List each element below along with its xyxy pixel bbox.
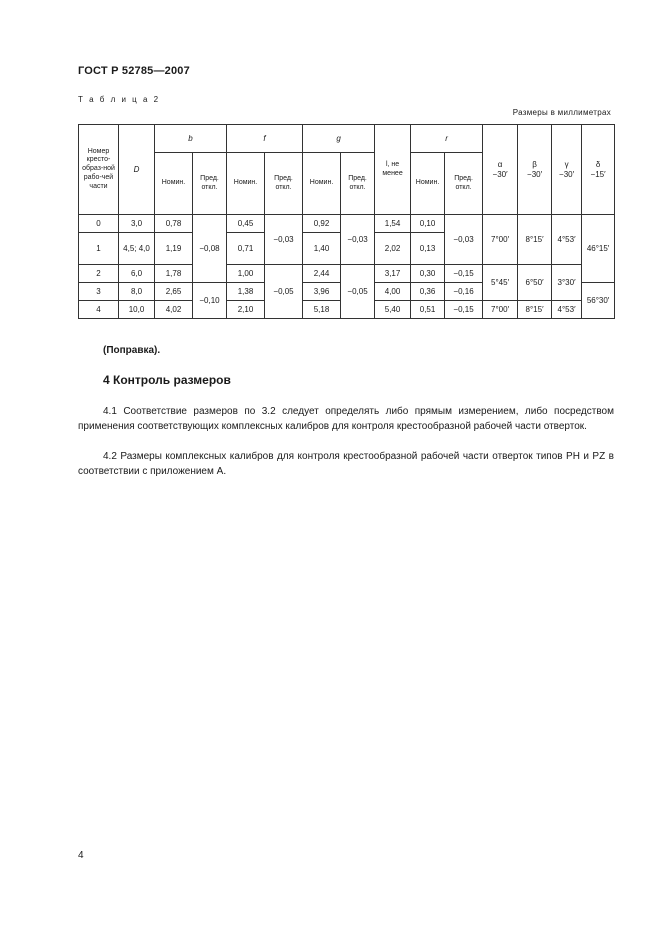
units-note: Размеры в миллиметрах	[512, 108, 611, 117]
header-f: f	[227, 125, 303, 153]
cell-alpha: 7°00′	[483, 301, 518, 319]
header-r-pred: Пред. откл.	[445, 153, 483, 215]
cell-num: 3	[79, 283, 119, 301]
cell-r: 0,51	[411, 301, 445, 319]
cell-num: 0	[79, 215, 119, 233]
cell-gamma: 4°53′	[552, 301, 582, 319]
header-b-pred: Пред. откл.	[193, 153, 227, 215]
header-delta	[582, 125, 615, 215]
cell-g: 5,18	[303, 301, 341, 319]
header-r: r	[411, 125, 483, 153]
doc-code: ГОСТ Р 52785—2007	[78, 65, 190, 77]
cell-b: 1,78	[155, 265, 193, 283]
header-alpha	[483, 125, 518, 215]
header-g: g	[303, 125, 375, 153]
cell-r: 0,36	[411, 283, 445, 301]
cell-num: 1	[79, 233, 119, 265]
cell-alpha: 7°00′	[483, 215, 518, 265]
header-r-nomin: Номин.	[411, 153, 445, 215]
header-d: D	[119, 125, 155, 215]
gamma-symbol: γ	[564, 159, 569, 169]
cell-l: 1,54	[375, 215, 411, 233]
cell-delta: 56°30′	[582, 283, 615, 319]
cell-b-tol: −0,10	[193, 283, 227, 319]
cell-l: 5,40	[375, 301, 411, 319]
cell-g-tol: −0,05	[341, 265, 375, 319]
section-heading: 4 Контроль размеров	[103, 373, 231, 387]
paragraph-4-1: 4.1 Соответствие размеров по 3.2 следует определять либо прямым измерением, либо посредством применения соответствующих комплексных калибров для контроля крестообразной рабочей части отверток.	[78, 406, 614, 432]
delta-symbol: δ	[595, 159, 601, 169]
cell-g: 2,44	[303, 265, 341, 283]
table-row	[79, 265, 615, 283]
cell-r-tol: −0,15	[445, 265, 483, 283]
cell-r-tol: −0,15	[445, 301, 483, 319]
header-f-pred: Пред. откл.	[265, 153, 303, 215]
gamma-tolerance: −30′	[559, 169, 575, 179]
cell-l: 2,02	[375, 233, 411, 265]
beta-symbol: β	[532, 159, 537, 169]
header-g-pred: Пред. откл.	[341, 153, 375, 215]
cell-d: 6,0	[119, 265, 155, 283]
cell-num: 4	[79, 301, 119, 319]
cell-l: 3,17	[375, 265, 411, 283]
cell-beta: 6°50′	[518, 265, 552, 301]
cell-f: 1,00	[227, 265, 265, 283]
header-gamma	[552, 125, 582, 215]
alpha-tolerance: −30′	[492, 169, 508, 179]
cell-f: 0,45	[227, 215, 265, 233]
cell-g-tol: −0,03	[341, 215, 375, 265]
cell-f-tol: −0,03	[265, 215, 303, 265]
table-caption: Т а б л и ц а 2	[78, 95, 161, 104]
cell-r-tol: −0,03	[445, 215, 483, 265]
cell-b: 0,78	[155, 215, 193, 233]
header-b: b	[155, 125, 227, 153]
cell-r-tol: −0,16	[445, 283, 483, 301]
cell-beta: 8°15′	[518, 215, 552, 265]
header-g-nomin: Номин.	[303, 153, 341, 215]
cell-beta: 8°15′	[518, 301, 552, 319]
page-number: 4	[78, 850, 84, 861]
cell-f: 1,38	[227, 283, 265, 301]
cell-r: 0,10	[411, 215, 445, 233]
cell-b: 1,19	[155, 233, 193, 265]
cell-f: 2,10	[227, 301, 265, 319]
cell-g: 3,96	[303, 283, 341, 301]
header-beta	[518, 125, 552, 215]
dimensions-table	[78, 124, 615, 319]
cell-d: 4,5; 4,0	[119, 233, 155, 265]
cell-d: 10,0	[119, 301, 155, 319]
cell-alpha: 5°45′	[483, 265, 518, 301]
table-row	[79, 215, 615, 233]
cell-b: 2,65	[155, 283, 193, 301]
cell-delta: 46°15′	[582, 215, 615, 283]
header-b-nomin: Номин.	[155, 153, 193, 215]
paragraph-4-2: 4.2 Размеры комплексных калибров для контроля крестообразной рабочей части отверток типов PH и PZ в соответствии с приложением А.	[78, 451, 614, 477]
beta-tolerance: −30′	[527, 169, 543, 179]
delta-tolerance: −15′	[590, 169, 606, 179]
header-l: l, не менее	[375, 125, 411, 215]
cell-r: 0,30	[411, 265, 445, 283]
cell-g: 0,92	[303, 215, 341, 233]
header-number: Номер кресто-образ-ной рабо-чей части	[79, 125, 119, 215]
cell-d: 8,0	[119, 283, 155, 301]
cell-g: 1,40	[303, 233, 341, 265]
cell-b: 4,02	[155, 301, 193, 319]
cell-b-tol: −0,08	[193, 215, 227, 283]
cell-num: 2	[79, 265, 119, 283]
cell-d: 3,0	[119, 215, 155, 233]
cell-f: 0,71	[227, 233, 265, 265]
cell-gamma: 4°53′	[552, 215, 582, 265]
header-f-nomin: Номин.	[227, 153, 265, 215]
cell-r: 0,13	[411, 233, 445, 265]
cell-gamma: 3°30′	[552, 265, 582, 301]
cell-f-tol: −0,05	[265, 265, 303, 319]
amendment-note: (Поправка).	[103, 345, 161, 356]
alpha-symbol: α	[497, 159, 503, 169]
cell-l: 4,00	[375, 283, 411, 301]
